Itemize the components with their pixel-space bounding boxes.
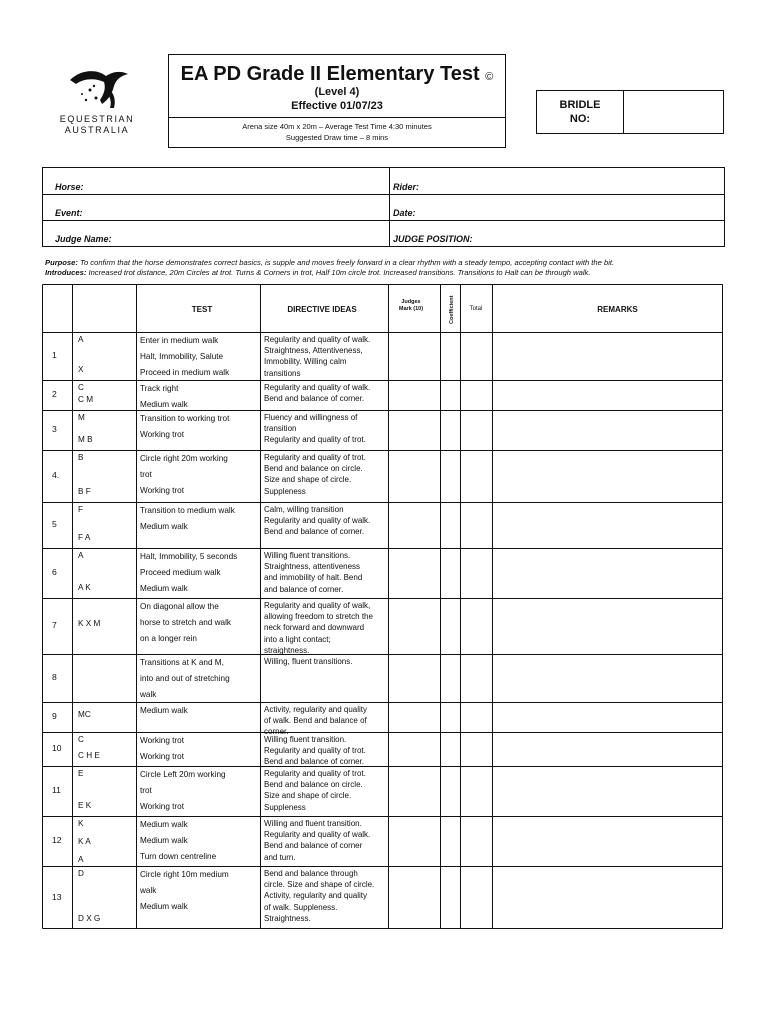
coefficient-cell[interactable] — [440, 548, 460, 598]
header-remarks: REMARKS — [597, 305, 638, 314]
header-total: Total — [469, 306, 483, 312]
total-cell[interactable] — [460, 766, 492, 816]
directive-ideas — [264, 734, 388, 768]
directive-line: Size and shape of circle. — [264, 791, 352, 801]
movement-letter: C M — [78, 395, 94, 404]
total-cell[interactable] — [460, 332, 492, 380]
directive-ideas — [264, 818, 388, 863]
judges-mark-cell[interactable] — [388, 502, 440, 548]
total-cell[interactable] — [460, 450, 492, 502]
remarks-cell[interactable] — [492, 410, 723, 450]
movement-description — [140, 735, 256, 767]
movement-letter: B — [78, 453, 84, 462]
coefficient-cell[interactable] — [440, 380, 460, 410]
directive-line: of walk. Suppleness. — [264, 902, 338, 912]
directive-line: straightness. — [264, 645, 310, 655]
movement-line: trot — [140, 786, 152, 795]
movement-number: 2 — [52, 389, 57, 399]
movement-number: 10 — [52, 743, 62, 753]
movement-letter: A — [78, 855, 84, 864]
directive-line: Bend and balance of corner. — [264, 394, 365, 404]
directive-line: Regularity and quality of trot. — [264, 453, 366, 462]
movement-number: 8 — [52, 672, 57, 682]
table-row — [42, 702, 723, 737]
directive-ideas — [264, 656, 388, 667]
remarks-cell[interactable] — [492, 548, 723, 598]
directive-line: Regularity and quality of walk. — [264, 383, 371, 392]
coefficient-cell[interactable] — [440, 732, 460, 766]
movement-letter: F A — [78, 533, 91, 542]
table-row — [42, 732, 723, 766]
table-row — [42, 548, 723, 598]
judges-mark-cell[interactable] — [388, 816, 440, 866]
movement-line: Transitions at K and M, — [140, 658, 224, 667]
movement-number: 12 — [52, 835, 62, 845]
bridle-number-box[interactable] — [536, 90, 724, 134]
directive-ideas — [264, 452, 388, 497]
movement-line: Medium walk — [140, 706, 188, 715]
movement-number: 1 — [52, 350, 57, 360]
directive-line: and balance of corner. — [264, 584, 344, 594]
directive-ideas — [264, 412, 388, 446]
movement-line: trot — [140, 470, 152, 479]
directive-line: Activity, regularity and quality — [264, 891, 368, 901]
movement-line: into and out of stretching — [140, 674, 230, 683]
movement-number: 3 — [52, 424, 57, 434]
header-test: TEST — [191, 305, 213, 314]
directive-line: Regularity and quality of trot. — [264, 746, 366, 756]
test-movements-table — [42, 284, 723, 929]
total-cell[interactable] — [460, 654, 492, 702]
movement-letter: C — [78, 735, 84, 744]
directive-line: Regularity and quality of walk. — [264, 335, 371, 344]
directive-line: and turn. — [264, 852, 296, 862]
directive-line: Activity, regularity and quality — [264, 705, 368, 714]
movement-line: Medium walk — [140, 820, 188, 829]
movement-description — [140, 505, 256, 537]
directive-line: Straightness, attentiveness — [264, 562, 361, 572]
movement-line: horse to stretch and walk — [140, 618, 232, 627]
table-row — [42, 598, 723, 654]
competitor-info — [42, 167, 725, 247]
movement-line: Turn down centreline — [140, 852, 217, 861]
horse-logo-icon — [62, 64, 134, 112]
total-cell[interactable] — [460, 732, 492, 766]
remarks-cell[interactable] — [492, 598, 723, 654]
coefficient-cell[interactable] — [440, 866, 460, 929]
directive-line: of walk. Bend and balance of — [264, 716, 367, 726]
date-field[interactable]: Date: — [393, 208, 416, 218]
total-cell[interactable] — [460, 866, 492, 929]
movement-letter: K — [78, 819, 84, 828]
movement-letter: C H E — [78, 751, 100, 760]
movement-line: Working trot — [140, 752, 184, 761]
coefficient-cell[interactable] — [440, 410, 460, 450]
directive-line: neck forward and downward — [264, 623, 365, 633]
movement-line: Medium walk — [140, 522, 188, 531]
movement-line: Working trot — [140, 736, 184, 745]
introduces-body: Increased trot distance, 20m Circles at trot. Turns & Corners in trot, Half 10m circle trot. Increased transitions. Transitions to Halt can be through walk. — [86, 268, 591, 277]
movement-line: Transition to medium walk — [140, 506, 235, 515]
directive-line: Bend and balance on circle. — [264, 464, 363, 474]
coefficient-cell[interactable] — [440, 816, 460, 866]
movement-line: Medium walk — [140, 902, 188, 911]
movement-description — [140, 601, 256, 649]
remarks-cell[interactable] — [492, 732, 723, 766]
directive-line: Regularity and quality of walk. — [264, 830, 371, 840]
bridle-label: BRIDLE — [559, 99, 601, 111]
table-row — [42, 816, 723, 866]
remarks-cell[interactable] — [492, 450, 723, 502]
movement-letter: B F — [78, 487, 91, 496]
directive-line: Regularity and quality of walk. — [264, 516, 371, 526]
event-field[interactable]: Event: — [55, 208, 83, 218]
movement-line: Working trot — [140, 430, 184, 439]
movement-line: Halt, Immobility, Salute — [140, 352, 224, 361]
movement-letter: K X M — [78, 619, 101, 628]
purpose-text — [45, 258, 745, 278]
judges-mark-cell[interactable] — [388, 598, 440, 654]
movement-letter: M B — [78, 435, 93, 444]
movement-letter: C — [78, 383, 84, 392]
coefficient-cell[interactable] — [440, 502, 460, 548]
coefficient-cell[interactable] — [440, 450, 460, 502]
directive-line: Regularity and quality of trot. — [264, 769, 366, 778]
directive-line: transitions — [264, 368, 301, 378]
directive-line: Suppleness — [264, 802, 306, 812]
movement-line: Enter in medium walk — [140, 336, 219, 345]
total-cell[interactable] — [460, 548, 492, 598]
header-judges-line2: Mark (10) — [398, 306, 424, 312]
judges-mark-cell[interactable] — [388, 732, 440, 766]
rider-field[interactable]: Rider: — [393, 182, 420, 192]
directive-line: corner. — [264, 727, 289, 737]
movement-line: walk — [140, 690, 157, 699]
movement-line: Track right — [140, 384, 179, 393]
title-box — [168, 54, 506, 148]
remarks-cell[interactable] — [492, 866, 723, 929]
test-title — [169, 63, 505, 86]
directive-line: Willing fluent transitions. — [264, 551, 351, 560]
table-row — [42, 502, 723, 548]
judges-mark-cell[interactable] — [388, 702, 440, 732]
table-row — [42, 766, 723, 816]
movement-letter: D — [78, 869, 84, 878]
directive-line: allowing freedom to stretch the — [264, 612, 373, 622]
directive-line: Straightness. — [264, 913, 311, 923]
movement-letter: X — [78, 365, 84, 374]
movement-line: Circle right 10m medium — [140, 870, 229, 879]
movement-letter: K A — [78, 837, 91, 846]
coefficient-cell[interactable] — [440, 766, 460, 816]
movement-line: Circle right 20m working — [140, 454, 228, 463]
movement-line: Circle Left 20m working — [140, 770, 226, 779]
logo-line1: EQUESTRIAN — [59, 114, 135, 124]
directive-line: transition — [264, 424, 297, 434]
total-cell[interactable] — [460, 380, 492, 410]
header-coefficient: Coefficient — [449, 295, 455, 324]
directive-line: Bend and balance of corner. — [264, 527, 365, 537]
table-row — [42, 332, 723, 380]
remarks-cell[interactable] — [492, 380, 723, 410]
movement-number: 11 — [52, 785, 61, 795]
directive-line: Willing fluent transition. — [264, 735, 347, 744]
remarks-cell[interactable] — [492, 702, 723, 732]
directive-line: into a light contact; — [264, 634, 331, 644]
directive-line: and immobility of halt. Bend — [264, 573, 363, 583]
total-cell[interactable] — [460, 598, 492, 654]
purpose-body: To confirm that the horse demonstrates correct basics, is supple and moves freely forward in a clear rhythm with a steady tempo, accepting contact with the bit. — [77, 258, 615, 267]
logo-line2: AUSTRALIA — [64, 125, 130, 135]
movement-number: 4. — [52, 470, 60, 480]
remarks-cell[interactable] — [492, 502, 723, 548]
directive-line: Bend and balance of corner — [264, 841, 363, 851]
judge-name-field[interactable]: Judge Name: — [55, 234, 112, 244]
directive-line: Bend and balance on circle. — [264, 780, 363, 790]
copyright-mark: © — [485, 71, 494, 83]
movement-number: 9 — [52, 711, 57, 721]
movement-line: On diagonal allow the — [140, 602, 219, 611]
introduces-label: Introduces: — [45, 268, 87, 277]
movement-description — [140, 453, 256, 501]
judges-mark-cell[interactable] — [388, 380, 440, 410]
test-level: (Level 4) — [314, 86, 360, 98]
judges-mark-cell[interactable] — [388, 866, 440, 929]
remarks-cell[interactable] — [492, 816, 723, 866]
directive-line: Bend and balance through — [264, 869, 358, 878]
movement-description — [140, 769, 256, 817]
movement-number: 13 — [52, 891, 62, 902]
info-row-horse — [43, 168, 724, 195]
movement-description — [140, 335, 256, 383]
movement-letter: A K — [78, 583, 91, 592]
directive-line: Regularity and quality of walk, — [264, 601, 371, 610]
movement-line: Working trot — [140, 486, 184, 495]
purpose-label: Purpose: — [45, 258, 78, 267]
movement-letter: MC — [78, 710, 91, 719]
draw-time: Suggested Draw time – 8 mins — [285, 133, 389, 142]
movement-line: Halt, Immobility, 5 seconds — [140, 552, 238, 561]
remarks-cell[interactable] — [492, 332, 723, 380]
movement-description — [140, 551, 256, 599]
remarks-cell[interactable] — [492, 654, 723, 702]
header-judges-line1: Judges — [401, 299, 421, 305]
movement-number: 7 — [52, 620, 57, 630]
judges-mark-cell[interactable] — [388, 450, 440, 502]
directive-line: Calm, willing transition — [264, 505, 344, 514]
movement-letter: M — [78, 413, 85, 422]
directive-line: Fluency and willingness of — [264, 413, 358, 422]
movement-letter: A — [78, 551, 84, 560]
test-title-text: EA PD Grade II Elementary Test — [180, 63, 480, 85]
table-row — [42, 450, 723, 502]
directive-ideas — [264, 868, 388, 924]
movement-line: Medium walk — [140, 400, 188, 409]
movement-line: on a longer rein — [140, 634, 197, 643]
total-cell[interactable] — [460, 702, 492, 732]
total-cell[interactable] — [460, 816, 492, 866]
movement-number: 6 — [52, 567, 57, 577]
judge-position-field[interactable]: JUDGE POSITION: — [393, 234, 473, 244]
judges-mark-cell[interactable] — [388, 410, 440, 450]
movement-line: walk — [140, 886, 157, 895]
remarks-cell[interactable] — [492, 766, 723, 816]
bridle-no-label: NO: — [569, 113, 591, 125]
info-row-event — [43, 194, 724, 221]
equestrian-australia-logo — [52, 64, 152, 144]
movement-letter: A — [78, 335, 84, 344]
directive-line: Bend and balance of corner. — [264, 757, 365, 767]
judges-mark-cell[interactable] — [388, 332, 440, 380]
movement-description — [140, 819, 256, 867]
directive-ideas — [264, 550, 388, 595]
directive-line: Size and shape of circle. — [264, 475, 352, 485]
movement-number: 5 — [52, 519, 57, 529]
directive-ideas — [264, 600, 388, 656]
total-cell[interactable] — [460, 502, 492, 548]
directive-line: Willing and fluent transition. — [264, 819, 362, 828]
directive-line: Straightness, Attentiveness, — [264, 346, 363, 356]
directive-line: Immobility. Willing calm — [264, 357, 347, 367]
coefficient-cell[interactable] — [440, 598, 460, 654]
coefficient-cell[interactable] — [440, 702, 460, 732]
table-row — [42, 866, 723, 929]
judges-mark-cell[interactable] — [388, 548, 440, 598]
coefficient-cell[interactable] — [440, 332, 460, 380]
movement-letter: F — [78, 505, 84, 514]
coefficient-cell[interactable] — [440, 654, 460, 702]
directive-line: circle. Size and shape of circle. — [264, 880, 375, 890]
movement-line: Proceed medium walk — [140, 568, 221, 577]
movement-line: Proceed in medium walk — [140, 368, 230, 377]
movement-description — [140, 869, 256, 917]
movement-line: Medium walk — [140, 836, 188, 845]
table-row — [42, 654, 723, 702]
movement-letter: E K — [78, 801, 92, 810]
table-row — [42, 410, 723, 450]
test-effective-date: Effective 01/07/23 — [291, 100, 383, 112]
directive-line: Willing, fluent transitions. — [264, 657, 353, 666]
total-cell[interactable] — [460, 410, 492, 450]
judges-mark-cell[interactable] — [388, 654, 440, 702]
judges-mark-cell[interactable] — [388, 766, 440, 816]
movement-line: Medium walk — [140, 584, 188, 593]
arena-info: Arena size 40m x 20m – Average Test Time 4:30 minutes — [242, 122, 432, 131]
info-row-judge — [43, 220, 724, 247]
horse-field[interactable]: Horse: — [55, 182, 84, 192]
directive-line: Regularity and quality of trot. — [264, 435, 366, 445]
movement-line: Transition to working trot — [140, 414, 230, 423]
movement-letter: E — [78, 769, 84, 778]
directive-ideas — [264, 334, 388, 379]
directive-line: Suppleness — [264, 486, 306, 496]
table-row — [42, 380, 723, 410]
header-directive: DIRECTIVE IDEAS — [287, 305, 357, 314]
movement-description — [140, 705, 256, 721]
header-judges-mark — [388, 299, 434, 313]
directive-ideas — [264, 768, 388, 813]
movement-line: Working trot — [140, 802, 184, 811]
movement-description — [140, 657, 256, 705]
directive-ideas — [264, 382, 388, 404]
movement-letter: D X G — [78, 914, 101, 923]
movement-description — [140, 413, 256, 445]
directive-ideas — [264, 504, 388, 538]
